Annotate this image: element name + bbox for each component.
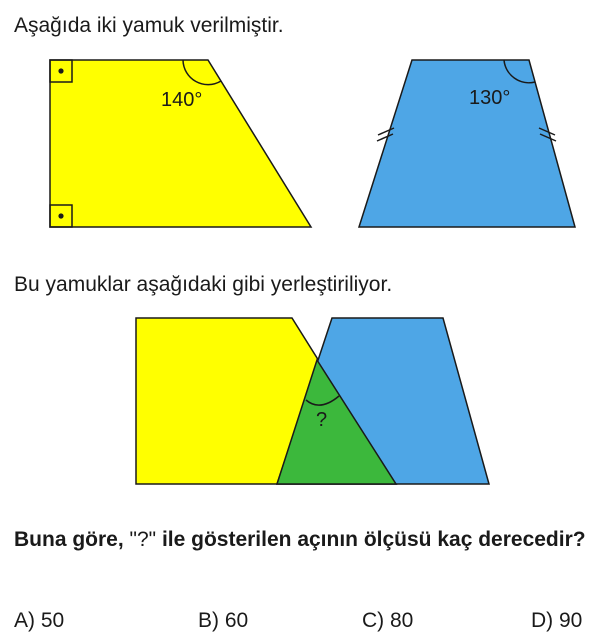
yellow-trapezoid bbox=[50, 60, 311, 227]
angle-label-blue: 130° bbox=[469, 87, 511, 109]
angle-label-yellow: 140° bbox=[161, 89, 203, 111]
question-part-1: Buna göre, bbox=[14, 528, 130, 551]
right-angle-dot-top bbox=[58, 68, 63, 73]
question-mark-quote: "?" bbox=[129, 528, 157, 551]
intro-text: Aşağıda iki yamuk verilmiştir. bbox=[14, 14, 284, 37]
blue-trapezoid bbox=[359, 60, 575, 227]
right-angle-dot-bottom bbox=[58, 213, 63, 218]
unknown-angle-label: ? bbox=[316, 409, 328, 431]
question-text bbox=[14, 521, 606, 559]
option-b[interactable]: B) 60 bbox=[198, 609, 249, 632]
question-part-2: ile gösterilen açının ölçüsü kaç derecedir? bbox=[156, 528, 586, 551]
middle-text: Bu yamuklar aşağıdaki gibi yerleştiriliyor. bbox=[14, 273, 393, 296]
option-c[interactable]: C) 80 bbox=[362, 609, 414, 632]
option-a[interactable]: A) 50 bbox=[14, 609, 65, 632]
option-d[interactable]: D) 90 bbox=[531, 609, 583, 632]
